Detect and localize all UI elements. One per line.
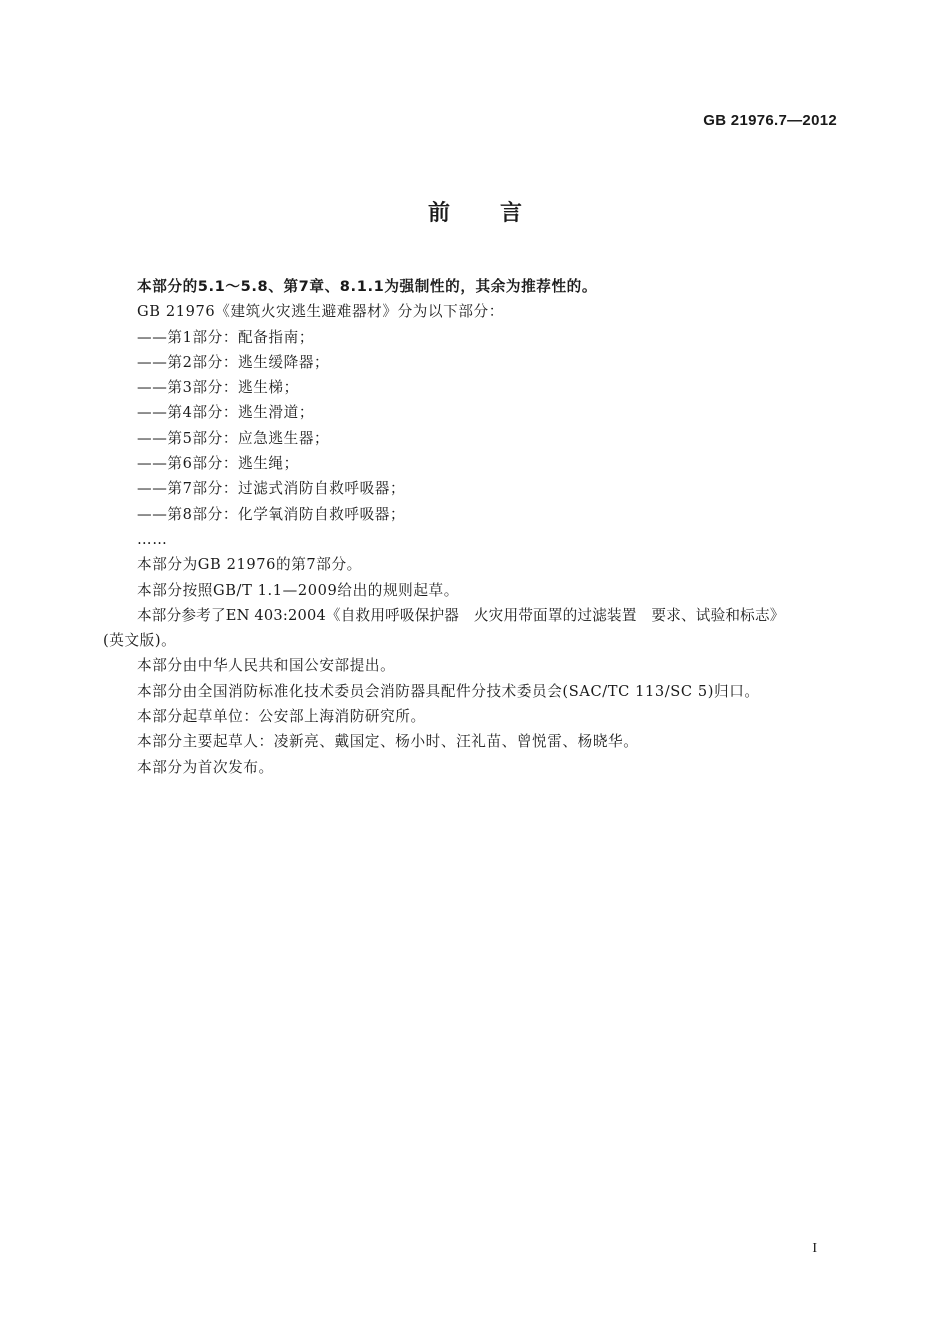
page-number: I bbox=[812, 1241, 817, 1256]
paragraph-reference-line2: (英文版)。 bbox=[103, 632, 177, 650]
list-item: ——第3部分：逃生梯； bbox=[137, 379, 299, 397]
paragraph-administered-by: 本部分由全国消防标准化技术委员会消防器具配件分技术委员会(SAC/TC 113/SC 5)归口。 bbox=[137, 682, 760, 700]
paragraph-drafting-unit: 本部分起草单位：公安部上海消防研究所。 bbox=[137, 708, 426, 726]
paragraph-part-number: 本部分为GB 21976的第7部分。 bbox=[137, 556, 362, 574]
standard-code: GB 21976.7—2012 bbox=[703, 112, 837, 129]
list-item: ——第6部分：逃生绳； bbox=[137, 455, 299, 473]
list-item: ——第5部分：应急逃生器； bbox=[137, 429, 330, 447]
paragraph-drafting-rules: 本部分按照GB/T 1.1—2009给出的规则起草。 bbox=[137, 581, 459, 599]
list-item: ——第7部分：过滤式消防自救呼吸器； bbox=[137, 480, 406, 498]
page-title: 前言 bbox=[427, 201, 572, 226]
paragraph-reference-line1: 本部分参考了EN 403:2004《自救用呼吸保护器 火灾用带面罩的过滤装置 要求、试验和标志》 bbox=[137, 606, 785, 624]
list-item: ——第8部分：化学氧消防自救呼吸器； bbox=[137, 505, 406, 523]
paragraph-drafters: 本部分主要起草人：凌新亮、戴国定、杨小时、汪礼苗、曾悦雷、杨晓华。 bbox=[137, 733, 639, 751]
list-item: ——第4部分：逃生滑道； bbox=[137, 404, 315, 422]
paragraph-first-release: 本部分为首次发布。 bbox=[137, 758, 274, 776]
paragraph-mandatory-clauses: 本部分的5.1～5.8、第7章、8.1.1为强制性的，其余为推荐性的。 bbox=[137, 278, 598, 295]
list-item: ——第1部分：配备指南； bbox=[137, 328, 315, 346]
paragraph-proposed-by: 本部分由中华人民共和国公安部提出。 bbox=[137, 657, 396, 675]
list-item: ——第2部分：逃生缓降器； bbox=[137, 353, 330, 371]
paragraph-series-intro: GB 21976《建筑火灾逃生避难器材》分为以下部分： bbox=[137, 303, 504, 321]
preface-body bbox=[103, 274, 843, 780]
list-ellipsis: …… bbox=[137, 530, 168, 548]
